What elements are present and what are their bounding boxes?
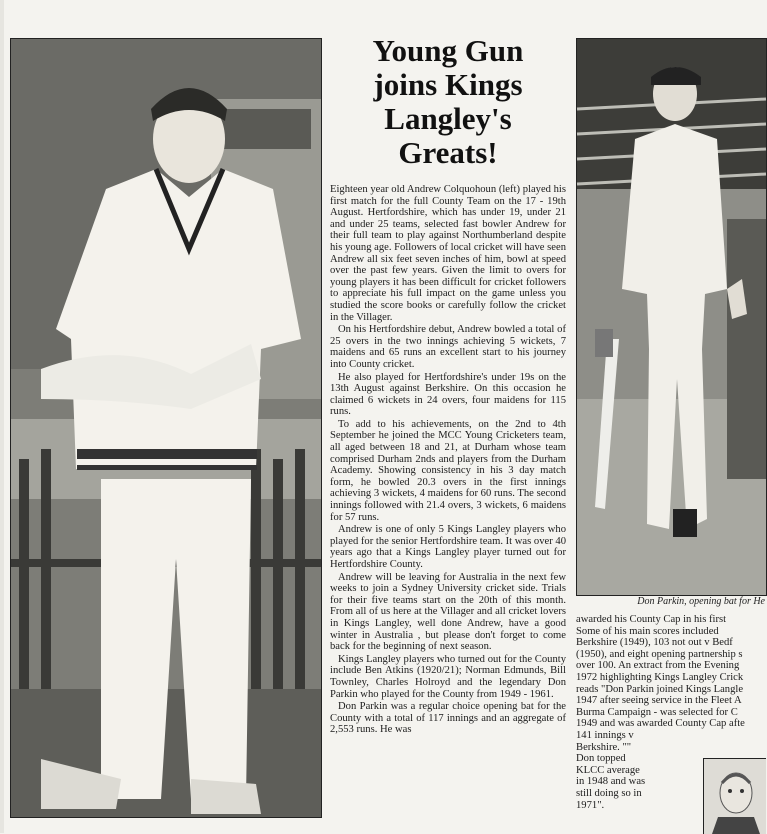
- continuation-line: Some of his main scores included: [576, 625, 719, 637]
- article-paragraph: Kings Langley players who turned out for the County include Ben Atkins (1920/21); Norman Edmunds, Bill Townley, Charles Holroyd and the legendary Don Parkin who played for the County from 1949 - 1961.: [330, 653, 566, 700]
- continuation-line: Berkshire (1949), 103 not out v Bedf: [576, 637, 733, 649]
- article-paragraph: Eighteen year old Andrew Colquohoun (left) played his first match for the full County Team on the 17 - 19th August. Hertfordshire, which has under 19, under 21 and under 25 teams, selected fast bowler Andrew for their full team to play against Northumberland despite his young age. Followers of local cricket will have seen Andrew all six feet seven inches of him, bowl at speed over the past few years. Given the limit to overs for young players it has been difficult for cricket followers to appreciate his full impact on the game unless you studied the score books or carefully follow the cricket in the Villager.: [330, 184, 566, 323]
- article-continuation: [576, 614, 765, 811]
- continuation-line: Berkshire. "": [576, 741, 632, 753]
- photo-caption: Don Parkin, opening bat for He: [637, 596, 765, 607]
- cricketer-photo-left: [10, 38, 322, 818]
- continuation-line: 141 innings v: [576, 729, 634, 741]
- portrait-photo-small: [703, 758, 766, 834]
- don-parkin-photo: [576, 38, 767, 596]
- article-paragraph: Andrew is one of only 5 Kings Langley players who played for the senior Hertfordshire team. It was over 40 years ago that a Kings Langley player turned out for Hertfordshire County.: [330, 524, 566, 570]
- continuation-line: in 1948 and was: [576, 776, 646, 788]
- continuation-line: 1949 and was awarded County Cap afte: [576, 718, 745, 730]
- article-paragraph: To add to his achievements, on the 2nd to 4th September he joined the MCC Young Cricketers team, all aged between 18 and 21, at Durham whose team comprised Durham 2nds and players from the Durham Academy. Showing consistency in his 3 day match form, he bowled 20.3 overs in the first innings achieving 3 wickets, 4 maidens for 60 runs. The second innings followed with 21.4 overs, 3 wickets, 6 maidens for 57 runs.: [330, 418, 566, 523]
- continuation-line: over 100. An extract from the Evening: [576, 660, 740, 672]
- continuation-line: KLCC average: [576, 764, 640, 776]
- article-paragraph: Don Parkin was a regular choice opening bat for the County with a total of 117 innings and an aggregate of 2,553 runs. He was: [330, 701, 566, 736]
- article-paragraph: He also played for Hertfordshire's under 19s on the 13th August against Berkshire. On this occasion he claimed 6 wickets in 24 overs, four maidens for 115 runs.: [330, 371, 566, 418]
- continuation-line: Don topped: [576, 753, 626, 765]
- continuation-line: 1971".: [576, 799, 605, 811]
- article-headline: Young Gun joins Kings Langley's Greats!: [372, 33, 524, 170]
- continuation-line: awarded his County Cap in his first: [576, 614, 727, 625]
- continuation-line: (1950), and eight opening partnership s: [576, 648, 743, 660]
- page-edge: [0, 0, 4, 833]
- continuation-line: still doing so in: [576, 787, 642, 799]
- continuation-line: reads "Don Parkin joined Kings Langle: [576, 683, 744, 695]
- continuation-line: Burma Campaign - was selected for C: [576, 706, 738, 718]
- article-body: [330, 184, 566, 833]
- continuation-line: 1947 after seeing service in the Fleet A: [576, 695, 742, 707]
- article-paragraph: Andrew will be leaving for Australia in the next few weeks to join a Sydney University cricket side. Trials for their five teams start on the 20th of this month. From all of us here at the Villager and all cricket lovers in Kings Langley, well done Andrew, have a good winter in Australia , but please don't forget to come back for the beginning of next season.: [330, 571, 566, 653]
- continuation-line: 1972 highlighting Kings Langley Crick: [576, 671, 744, 683]
- article-paragraph: On his Hertfordshire debut, Andrew bowled a total of 25 overs in the two innings achieving 5 wickets, 7 maidens and 65 runs an excellent start to his journey into County cricket.: [330, 324, 566, 370]
